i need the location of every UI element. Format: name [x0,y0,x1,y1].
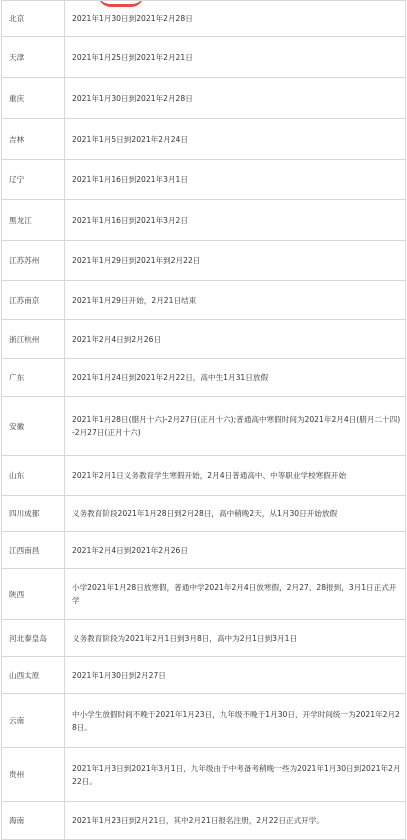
table-row [2,748,406,802]
table-row [2,281,406,320]
period-cell: 2021年1月29日开始，2月21日结束 [65,281,406,320]
table-row [2,620,406,657]
table-row [2,496,406,532]
region-cell: 江西南昌 [2,532,65,569]
region-cell: 陕西 [2,569,65,620]
table-row [2,37,406,78]
region-cell: 江苏南京 [2,281,65,320]
period-cell: 2021年2月4日到2021年2月26日 [65,532,406,569]
period-cell: 2021年1月23日到2月21日，其中2月21日报名注册，2月22日正式开学。 [65,802,406,840]
region-cell: 安徽 [2,397,65,456]
winter-vacation-table [1,0,406,840]
period-cell: 2021年1月16日到2021年3月1日 [65,160,406,200]
table-row [2,397,406,456]
region-cell: 重庆 [2,78,65,119]
region-cell: 江苏苏州 [2,241,65,281]
period-cell: 2021年1月28日(腊月十六)-2月27日(正月十六);普通高中寒假时间为2021年2月4日(腊月二十四)-2月27日(正月十六) [65,397,406,456]
region-cell: 吉林 [2,119,65,160]
table-row [2,532,406,569]
period-cell: 2021年1月5日到2021年2月24日 [65,119,406,160]
region-cell: 河北秦皇岛 [2,620,65,657]
table-row [2,359,406,397]
period-cell: 2021年1月30日到2021年2月28日 [65,1,406,37]
table-row [2,320,406,359]
region-cell: 海南 [2,802,65,840]
region-cell: 黑龙江 [2,200,65,241]
table-row [2,160,406,200]
period-cell: 2021年1月29日到2021年到2月22日 [65,241,406,281]
period-cell: 小学2021年1月28日放寒假，普通中学2021年2月4日放寒假，2月27、28报到，3月1日正式开学 [65,569,406,620]
table-row [2,456,406,496]
region-cell: 广东 [2,359,65,397]
period-cell: 2021年1月30日到2021年2月28日 [65,78,406,119]
region-cell: 贵州 [2,748,65,802]
period-cell: 2021年1月3日到2021年3月1日，九年级由于中考备考稍晚一些为2021年1月30日到2021年2月22日。 [65,748,406,802]
period-cell: 义务教育阶段2021年1月28日到2月28日，高中稍晚2天，从1月30日开始放假 [65,496,406,532]
region-cell: 天津 [2,37,65,78]
period-cell: 2021年1月16日到2021年3月2日 [65,200,406,241]
period-cell: 2021年2月1日义务教育学生寒假开始，2月4日普通高中、中等职业学校寒假开始 [65,456,406,496]
table-row [2,657,406,694]
region-cell: 浙江杭州 [2,320,65,359]
region-cell: 北京 [2,1,65,37]
period-cell: 2021年1月25日到2021年2月21日 [65,37,406,78]
table-row [2,241,406,281]
region-cell: 辽宁 [2,160,65,200]
period-cell: 2021年1月30日到2月27日 [65,657,406,694]
region-cell: 山东 [2,456,65,496]
table-row [2,694,406,748]
table-row [2,200,406,241]
period-cell: 2021年2月4日到2月26日 [65,320,406,359]
table-row [2,78,406,119]
period-cell: 中小学生放假时间不晚于2021年1月23日，九年级不晚于1月30日，开学时间统一为2021年2月28日。 [65,694,406,748]
table-row [2,569,406,620]
period-cell: 2021年1月24日到2021年2月22日，高中生1月31日放假 [65,359,406,397]
region-cell: 山西太原 [2,657,65,694]
table-row [2,802,406,840]
region-cell: 四川成都 [2,496,65,532]
region-cell: 云南 [2,694,65,748]
table-row [2,119,406,160]
period-cell: 义务教育阶段为2021年2月1日到3月8日，高中为2月1日到3月1日 [65,620,406,657]
table-row [2,1,406,37]
